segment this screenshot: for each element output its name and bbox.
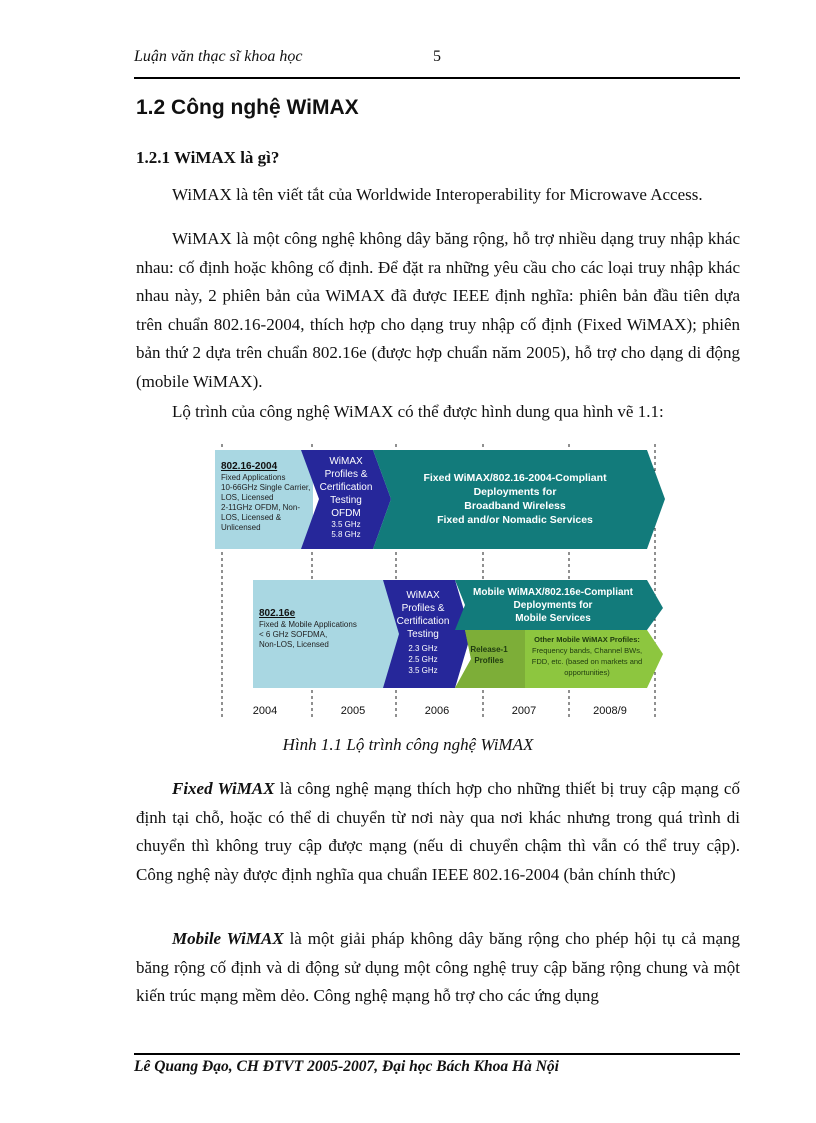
header-rule: [134, 77, 740, 79]
fixed-cert-line: OFDM: [331, 508, 361, 519]
mobile-deploy-line: Deployments for: [513, 600, 593, 611]
fixed-deploy-line: Fixed WiMAX/802.16-2004-Compliant: [423, 472, 607, 484]
mobile-std-line: Fixed & Mobile Applications: [259, 620, 357, 629]
fixed-standard-title: 802.16-2004: [221, 461, 278, 472]
term-mobile-wimax: Mobile WiMAX: [172, 929, 284, 948]
fixed-deploy-line: Deployments for: [473, 486, 557, 498]
mobile-wimax-text: là một giải pháp không dây băng rộng cho phép hội tụ cả mạng băng rộng cố định và di động sử dụng một công nghệ truy cập băng rộng chung và một kiến trúc mạng mềm dẻo. Công nghệ mạng hỗ trợ cho các ứng dụng: [136, 929, 740, 1005]
paragraph-2: WiMAX là một công nghệ không dây băng rộng, hỗ trợ nhiều dạng truy nhập khác nhau: cố định hoặc không cố định. Để đặt ra những yêu cầu cho các loại truy nhập khác nhau này, 2 phiên bản của WiMAX đã được IEEE định nghĩa: phiên bản đầu tiên dựa trên chuẩn 802.16-2004, thích hợp cho dạng truy nhập cố định (Fixed WiMAX); phiên bản thứ 2 dựa trên chuẩn 802.16e (được hợp chuẩn năm 2005), hỗ trợ cho dạng di động (mobile WiMAX).: [136, 229, 740, 391]
page-number: 5: [433, 48, 441, 65]
paragraph-3: Lộ trình của công nghệ WiMAX có thể được hình dung qua hình vẽ 1.1:: [172, 402, 664, 421]
fixed-std-line: Unlicensed: [221, 523, 261, 532]
mobile-cert-freq: 2.3 GHz: [408, 644, 438, 653]
subsection-title: 1.2.1 WiMAX là gì?: [136, 148, 280, 167]
mobile-cert-freq: 2.5 GHz: [408, 655, 438, 664]
mobile-standard-title: 802.16e: [259, 608, 296, 619]
fixed-cert-line: WiMAX: [329, 456, 363, 467]
mobile-cert-line: WiMAX: [406, 590, 440, 601]
fixed-deploy-line: Broadband Wireless: [464, 500, 566, 512]
fixed-std-line: LOS, Licensed: [221, 493, 274, 502]
mobile-std-line: < 6 GHz SOFDMA,: [259, 630, 328, 639]
year-label: 2008/9: [593, 705, 627, 717]
fixed-cert-line: Testing: [330, 495, 362, 506]
release-line: Release-1: [470, 645, 508, 654]
mobile-cert-line: Testing: [407, 629, 439, 640]
fixed-deploy-line: Fixed and/or Nomadic Services: [437, 514, 593, 526]
footer-rule: [134, 1053, 740, 1055]
fixed-cert-line: Certification: [319, 482, 373, 493]
year-labels: [253, 705, 627, 717]
release-line: Profiles: [474, 656, 504, 665]
fixed-cert-freq: 3.5 GHz: [331, 520, 361, 529]
term-fixed-wimax: Fixed WiMAX: [172, 779, 275, 798]
year-label: 2004: [252, 705, 278, 717]
other-profiles-line: opportunities): [564, 668, 610, 677]
mobile-deploy-line: Mobile WiMAX/802.16e-Compliant: [473, 587, 633, 598]
mobile-cert-freqs: [408, 644, 437, 675]
footer-text: Lê Quang Đạo, CH ĐTVT 2005-2007, Đại học Bách Khoa Hà Nội: [134, 1058, 559, 1075]
figure-caption: Hình 1.1 Lộ trình công nghệ WiMAX: [282, 735, 534, 754]
year-label: 2006: [424, 705, 450, 717]
mobile-cert-freq: 3.5 GHz: [408, 666, 438, 675]
fixed-std-line: 10-66GHz Single Carrier,: [221, 483, 311, 492]
other-profiles-line: FDD, etc. (based on markets and: [531, 657, 643, 666]
mobile-cert-line: Certification: [396, 616, 450, 627]
fixed-std-line: LOS, Licensed &: [221, 513, 282, 522]
fixed-cert-freq: 5.8 GHz: [331, 530, 361, 539]
fixed-std-line: 2-11GHz OFDM, Non-: [221, 503, 300, 512]
fixed-wimax-text: là công nghệ mạng thích hợp cho những thiết bị truy cập mạng cố định tại chỗ, hoặc có thể di chuyển từ nơi này qua nơi khác nhưng trong quá trình di chuyển thì không truy cập được mạng (nếu di chuyển chậm thì vẫn có thể truy cập). Công nghệ này được định nghĩa qua chuẩn IEEE 802.16-2004 (bản chính thức): [136, 779, 740, 884]
paragraph-1: WiMAX là tên viết tắt của Worldwide Interoperability for Microwave Access.: [172, 185, 703, 204]
roadmap-figure: [215, 440, 667, 722]
other-profiles-line: Frequency bands, Channel BWs,: [531, 646, 643, 655]
mobile-cert-line: Profiles &: [401, 603, 445, 614]
year-label: 2007: [511, 705, 537, 717]
fixed-cert-line: Profiles &: [324, 469, 368, 480]
other-profiles-line: Other Mobile WiMAX Profiles:: [534, 635, 640, 644]
paragraph-fixed-wimax: [136, 775, 740, 889]
section-title: 1.2 Công nghệ WiMAX: [136, 96, 359, 119]
header-title: Luận văn thạc sĩ khoa học: [134, 48, 303, 65]
mobile-deploy-line: Mobile Services: [515, 613, 591, 624]
fixed-cert-freqs: [331, 520, 360, 539]
year-label: 2005: [340, 705, 366, 717]
fixed-std-line: Fixed Applications: [221, 473, 286, 482]
mobile-std-line: Non-LOS, Licensed: [259, 640, 329, 649]
paragraph-mobile-wimax: [136, 925, 740, 1011]
